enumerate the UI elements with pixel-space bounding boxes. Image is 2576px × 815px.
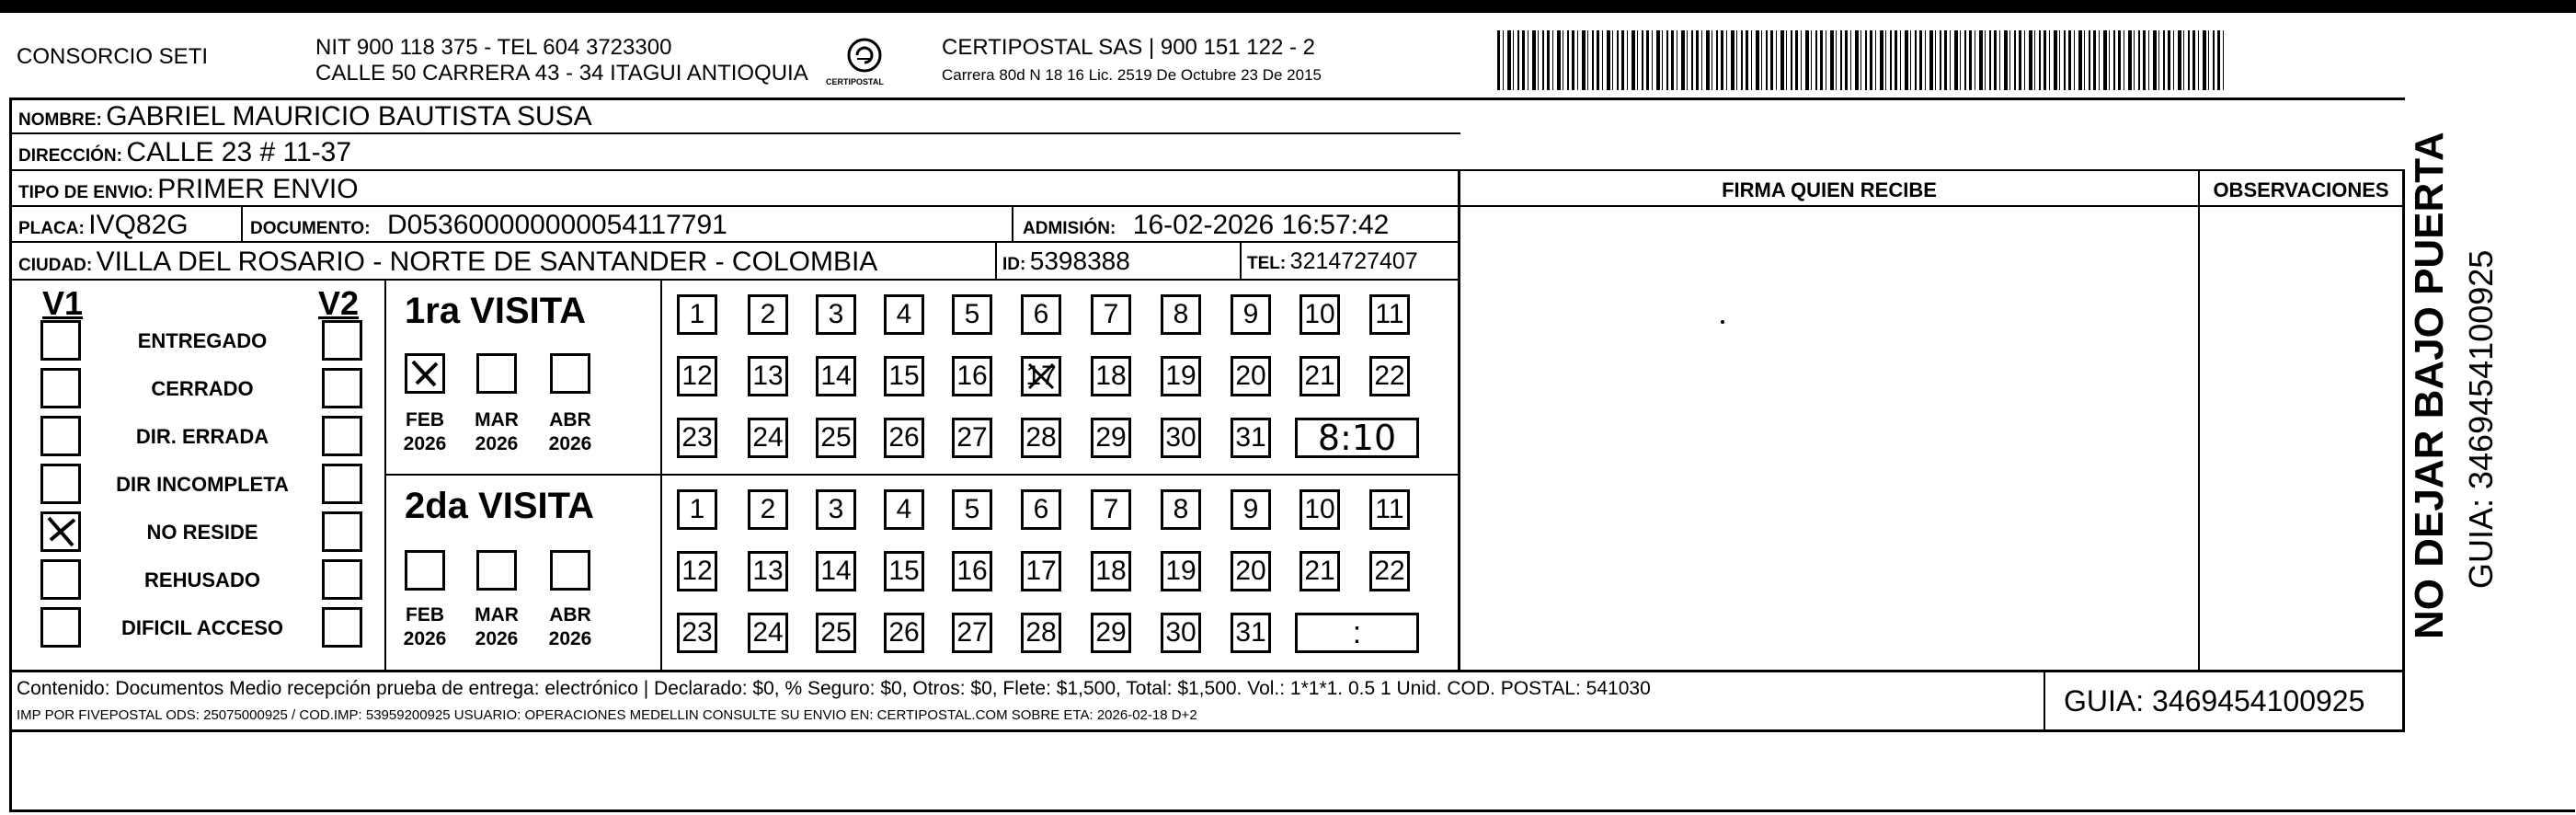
footer-line: [9, 670, 2405, 672]
visit2-day-28[interactable]: 28: [1021, 613, 1061, 653]
visit2-abr-checkbox[interactable]: [550, 550, 590, 591]
ciudad-row: [18, 248, 877, 276]
row-line-1: [9, 132, 1460, 134]
visit2-day-22[interactable]: 22: [1369, 551, 1410, 591]
visit1-day-10[interactable]: 10: [1299, 294, 1340, 335]
tel-row: [1247, 250, 1418, 273]
frame-left: [9, 98, 12, 732]
visit1-time-value: 8:10: [1317, 418, 1397, 458]
v2-rehusado-checkbox[interactable]: [322, 559, 362, 600]
obs-left-line: [2198, 169, 2200, 672]
v2-label: V2: [318, 284, 360, 322]
nombre-label: NOMBRE:: [18, 110, 102, 130]
visit2-day-26[interactable]: 26: [884, 613, 924, 653]
status-cerrado: CERRADO: [151, 377, 254, 400]
visit1-day-1[interactable]: 1: [677, 294, 717, 335]
v2-cerrado-checkbox[interactable]: [322, 368, 362, 408]
visit1-day-29[interactable]: 29: [1091, 418, 1131, 458]
tipo-value: PRIMER ENVIO: [157, 174, 359, 204]
nombre-value: GABRIEL MAURICIO BAUTISTA SUSA: [106, 101, 592, 132]
tipo-row: [18, 176, 359, 203]
visit1-day-17[interactable]: [1021, 356, 1061, 396]
documento-label: DOCUMENTO:: [250, 219, 371, 238]
visit2-day-11[interactable]: 11: [1369, 489, 1410, 530]
visit-divider-line: [384, 474, 1460, 476]
bottom-edge: [9, 809, 2575, 812]
visit2-day-19[interactable]: 19: [1161, 551, 1201, 591]
admision-divider: [1012, 205, 1013, 242]
visit2-time-value: :: [1352, 614, 1362, 650]
checkmark-x-icon: [43, 514, 78, 549]
v2-no-reside-checkbox[interactable]: [322, 511, 362, 552]
company-name: CONSORCIO SETI: [17, 44, 209, 69]
visit1-day-25[interactable]: 25: [816, 418, 856, 458]
visit2-day-25[interactable]: 25: [816, 613, 856, 653]
direccion-value: CALLE 23 # 11-37: [126, 137, 352, 167]
visit1-day-13[interactable]: 13: [748, 356, 788, 396]
visit1-day-11[interactable]: 11: [1369, 294, 1410, 335]
footer-guia: GUIA: 3469454100925: [2064, 684, 2365, 717]
visit2-day-5[interactable]: 5: [952, 489, 992, 530]
visit1-mar-checkbox[interactable]: [476, 353, 517, 394]
visit1-month-abr: ABR 2026: [548, 409, 592, 455]
visit2-day-24[interactable]: 24: [748, 613, 788, 653]
placa-divider: [241, 205, 243, 242]
visit1-day-28[interactable]: 28: [1021, 418, 1061, 458]
visit2-day-17[interactable]: 17: [1021, 551, 1061, 591]
frame-bottom: [9, 729, 2405, 732]
content-line: Contenido: Documentos Medio recepción prueba de entrega: electrónico | Declarado: $0, % Seguro: $0, Otros: $0, Flete: $1,500, Total: $1,500. Vol.: 1*1*1. 0.5 1 Unid. COD. POSTAL: 541030: [17, 678, 1651, 699]
visit2-day-16[interactable]: 16: [952, 551, 992, 591]
visit2-title: 2da VISITA: [405, 486, 594, 526]
visit1-day-9[interactable]: 9: [1231, 294, 1271, 335]
firma-header: FIRMA QUIEN RECIBE: [1722, 178, 1937, 201]
tel-value: 3214727407: [1289, 248, 1418, 274]
id-value: 5398388: [1029, 247, 1130, 275]
ciudad-value: VILLA DEL ROSARIO - NORTE DE SANTANDER - COLOMBIA: [96, 247, 878, 277]
v2-dificil-acceso-checkbox[interactable]: [322, 607, 362, 648]
id-label: ID:: [1002, 255, 1026, 274]
visit2-day-20[interactable]: 20: [1231, 551, 1271, 591]
status-dir-incompleta: DIR INCOMPLETA: [116, 473, 289, 496]
v2-dir-incompleta-checkbox[interactable]: [322, 464, 362, 504]
v1-dir-errada-checkbox[interactable]: [40, 416, 81, 456]
visit1-day-20[interactable]: 20: [1231, 356, 1271, 396]
row-line-2: [9, 169, 2405, 171]
visit1-day-18[interactable]: 18: [1091, 356, 1131, 396]
visit1-day-24[interactable]: 24: [748, 418, 788, 458]
visit1-day-7[interactable]: 7: [1091, 294, 1131, 335]
id-divider: [995, 241, 997, 279]
visit1-day-5[interactable]: 5: [952, 294, 992, 335]
visit2-day-14[interactable]: 14: [816, 551, 856, 591]
v2-dir-errada-checkbox[interactable]: [322, 416, 362, 456]
visit1-day-23[interactable]: 23: [677, 418, 717, 458]
visit1-day-label: 17: [1025, 361, 1057, 391]
address-line: CALLE 50 CARRERA 43 - 34 ITAGUI ANTIOQUIA: [315, 61, 808, 86]
visit1-day-16[interactable]: 16: [952, 356, 992, 396]
visit2-day-23[interactable]: 23: [677, 613, 717, 653]
admision-row: [1023, 212, 1389, 239]
no-dejar-bajo-puerta: NO DEJAR BAJO PUERTA: [2407, 132, 2452, 639]
logo-text: CERTIPOSTAL: [826, 77, 884, 86]
nombre-row: [18, 103, 592, 131]
certipostal-line: CERTIPOSTAL SAS | 900 151 122 - 2: [942, 35, 1315, 60]
bottom-left-edge: [9, 732, 12, 811]
visit1-day-30[interactable]: 30: [1161, 418, 1201, 458]
visit2-day-9[interactable]: 9: [1231, 489, 1271, 530]
id-row: [1002, 248, 1130, 274]
documento-value: D053600000000054117791: [387, 210, 727, 240]
placa-row: [18, 212, 189, 239]
visit2-day-3[interactable]: 3: [816, 489, 856, 530]
visit2-day-15[interactable]: 15: [884, 551, 924, 591]
visit2-day-12[interactable]: 12: [677, 551, 717, 591]
visit2-day-4[interactable]: 4: [884, 489, 924, 530]
visit2-day-13[interactable]: 13: [748, 551, 788, 591]
visit1-day-12[interactable]: 12: [677, 356, 717, 396]
visit2-day-8[interactable]: 8: [1161, 489, 1201, 530]
barcode: [1497, 30, 2224, 90]
tipo-label: TIPO DE ENVIO:: [18, 183, 154, 202]
status-rehusado: REHUSADO: [144, 568, 260, 591]
visit2-month-feb: FEB 2026: [403, 604, 447, 650]
nit-line: NIT 900 118 375 - TEL 604 3723300: [315, 35, 672, 60]
visit1-day-26[interactable]: 26: [884, 418, 924, 458]
placa-label: PLACA:: [18, 219, 85, 238]
sign-left-line: [1458, 169, 1460, 672]
status-entregado: ENTREGADO: [137, 329, 268, 352]
direccion-label: DIRECCIÓN:: [18, 146, 122, 166]
visit1-day-2[interactable]: 2: [748, 294, 788, 335]
frame-top: [9, 98, 2405, 100]
visit2-day-27[interactable]: 27: [952, 613, 992, 653]
row-line-5: [9, 279, 1460, 281]
visit1-day-31[interactable]: 31: [1231, 418, 1271, 458]
visit2-day-6[interactable]: 6: [1021, 489, 1061, 530]
visit2-feb-checkbox[interactable]: [405, 550, 445, 591]
v1-dir-incompleta-checkbox[interactable]: [40, 464, 81, 504]
v2-entregado-checkbox[interactable]: [322, 320, 362, 361]
v1-entregado-checkbox[interactable]: [40, 320, 81, 361]
observaciones-header: OBSERVACIONES: [2213, 178, 2389, 201]
visit2-month-mar: MAR 2026: [475, 604, 519, 650]
admision-value: 16-02-2026 16:57:42: [1132, 210, 1390, 240]
visit2-day-7[interactable]: 7: [1091, 489, 1131, 530]
visit1-day-22[interactable]: 22: [1369, 356, 1410, 396]
v1-dificil-acceso-checkbox[interactable]: [40, 607, 81, 648]
visit1-month-feb: FEB 2026: [403, 409, 447, 455]
frame-right: [2402, 169, 2405, 732]
sign-header-line: [1460, 205, 2405, 207]
tel-divider: [1240, 241, 1242, 279]
imp-line: IMP POR FIVEPOSTAL ODS: 25075000925 / COD.IMP: 53959200925 USUARIO: OPERACIONES MEDELLIN CONSULTE SU ENVIO EN: CERTIPOSTAL.COM SOBRE ETA: 2026-02-18 D+2: [17, 707, 1197, 723]
visit2-time-box[interactable]: [1295, 613, 1419, 653]
documento-row: [250, 212, 727, 239]
visit2-day-31[interactable]: 31: [1231, 613, 1271, 653]
v1-rehusado-checkbox[interactable]: [40, 559, 81, 600]
license-line: Carrera 80d N 18 16 Lic. 2519 De Octubre 23 De 2015: [942, 66, 1322, 84]
visit2-day-30[interactable]: 30: [1161, 613, 1201, 653]
visit1-day-27[interactable]: 27: [952, 418, 992, 458]
visit1-time-box[interactable]: [1295, 418, 1419, 458]
visit2-day-29[interactable]: 29: [1091, 613, 1131, 653]
v1-cerrado-checkbox[interactable]: [40, 368, 81, 408]
visit1-day-21[interactable]: 21: [1299, 356, 1340, 396]
row-line-4: [9, 241, 1460, 243]
visit2-mar-checkbox[interactable]: [476, 550, 517, 591]
status-dificil-acceso: DIFICIL ACCESO: [120, 616, 283, 639]
row-line-3: [9, 205, 1460, 207]
placa-value: IVQ82G: [88, 210, 189, 240]
visit2-day-10[interactable]: 10: [1299, 489, 1340, 530]
visit1-title: 1ra VISITA: [405, 291, 587, 331]
footer-guia-divider: [2044, 670, 2045, 730]
tel-label: TEL:: [1247, 254, 1287, 273]
visit1-day-14[interactable]: 14: [816, 356, 856, 396]
status-dir-errada: DIR. ERRADA: [135, 425, 269, 448]
visit1-month-mar: MAR 2026: [475, 409, 519, 455]
visit1-day-15[interactable]: 15: [884, 356, 924, 396]
visit1-feb-checkbox[interactable]: [405, 353, 445, 394]
status-no-reside: NO RESIDE: [146, 521, 258, 544]
visit2-day-18[interactable]: 18: [1091, 551, 1131, 591]
top-border: [0, 0, 2576, 13]
v1-no-reside-checkbox[interactable]: [40, 511, 81, 552]
ciudad-label: CIUDAD:: [18, 256, 93, 275]
visit1-day-3[interactable]: 3: [816, 294, 856, 335]
v1-label: V1: [42, 284, 84, 322]
visit2-day-1[interactable]: 1: [677, 489, 717, 530]
visit1-day-19[interactable]: 19: [1161, 356, 1201, 396]
visit2-day-2[interactable]: 2: [748, 489, 788, 530]
visit1-abr-checkbox[interactable]: [550, 353, 590, 394]
direccion-row: [18, 139, 351, 166]
visit1-day-4[interactable]: 4: [884, 294, 924, 335]
side-guia: GUIA: 3469454100925: [2462, 249, 2500, 589]
visit2-month-abr: ABR 2026: [548, 604, 592, 650]
visit1-day-6[interactable]: 6: [1021, 294, 1061, 335]
visit2-day-21[interactable]: 21: [1299, 551, 1340, 591]
days-left-line: [660, 279, 662, 670]
signature-dot: [1721, 320, 1724, 324]
checkmark-x-icon: [407, 356, 442, 391]
visit1-day-8[interactable]: 8: [1161, 294, 1201, 335]
admision-label: ADMISIÓN:: [1023, 219, 1116, 238]
